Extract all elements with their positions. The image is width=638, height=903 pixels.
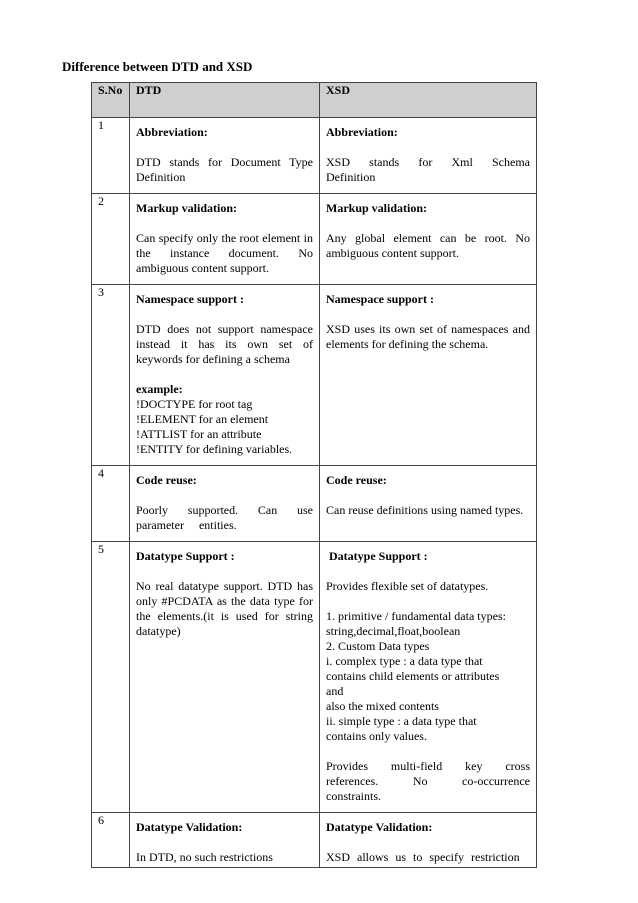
dtd-example-line: !ENTITY for defining variables. bbox=[136, 442, 293, 456]
xsd-heading: Namespace support : bbox=[326, 292, 434, 306]
xsd-list-line: string,decimal,float,boolean bbox=[326, 624, 461, 638]
xsd-cell bbox=[320, 285, 537, 466]
comparison-table bbox=[91, 82, 537, 868]
table-header-row bbox=[92, 83, 537, 118]
xsd-text: Can reuse definitions using named types. bbox=[326, 503, 524, 517]
xsd-text: XSD stands for Xml Schema Definition bbox=[326, 155, 530, 184]
xsd-list-line: ii. simple type : a data type that bbox=[326, 714, 477, 728]
dtd-example-heading: example: bbox=[136, 382, 183, 396]
dtd-heading: Abbreviation: bbox=[136, 125, 208, 139]
dtd-text: No real datatype support. DTD has only #PCDATA as the data type for the elements.(it is used for string datatype) bbox=[136, 579, 313, 638]
xsd-cell bbox=[320, 813, 537, 868]
dtd-heading: Datatype Support : bbox=[136, 549, 235, 563]
dtd-cell bbox=[130, 813, 320, 868]
table-row bbox=[92, 813, 537, 868]
row-number: 5 bbox=[92, 542, 130, 813]
xsd-heading: Abbreviation: bbox=[326, 125, 398, 139]
dtd-text: DTD stands for Document Type Definition bbox=[136, 155, 313, 184]
row-number: 6 bbox=[92, 813, 130, 868]
header-dtd: DTD bbox=[130, 83, 320, 118]
xsd-heading: Code reuse: bbox=[326, 473, 387, 487]
xsd-cell bbox=[320, 118, 537, 194]
table-row bbox=[92, 542, 537, 813]
dtd-cell bbox=[130, 285, 320, 466]
xsd-list-line: 2. Custom Data types bbox=[326, 639, 430, 653]
xsd-text: Provides flexible set of datatypes. bbox=[326, 579, 489, 593]
row-number: 1 bbox=[92, 118, 130, 194]
dtd-text: DTD does not support namespace instead it has its own set of keywords for defining a schema bbox=[136, 322, 313, 366]
xsd-list-line: also the mixed contents bbox=[326, 699, 439, 713]
xsd-cell bbox=[320, 466, 537, 542]
xsd-list-line: contains child elements or attributes bbox=[326, 669, 500, 683]
dtd-text: Can specify only the root element in the instance document. No ambiguous content support. bbox=[136, 231, 313, 275]
dtd-example-line: !ATTLIST for an attribute bbox=[136, 427, 262, 441]
dtd-cell bbox=[130, 118, 320, 194]
row-number: 3 bbox=[92, 285, 130, 466]
xsd-text: XSD allows us to specify restriction bbox=[326, 850, 520, 864]
dtd-example-line: !DOCTYPE for root tag bbox=[136, 397, 253, 411]
xsd-text: Any global element can be root. No ambiguous content support. bbox=[326, 231, 530, 260]
dtd-example-line: !ELEMENT for an element bbox=[136, 412, 269, 426]
xsd-heading: Datatype Support : bbox=[326, 549, 428, 563]
table-row bbox=[92, 194, 537, 285]
table-row bbox=[92, 118, 537, 194]
row-number: 2 bbox=[92, 194, 130, 285]
table-row bbox=[92, 466, 537, 542]
xsd-cell bbox=[320, 194, 537, 285]
table-row bbox=[92, 285, 537, 466]
dtd-text: In DTD, no such restrictions bbox=[136, 850, 273, 864]
xsd-text: Provides multi-field key cross references. No co-occurrence constraints. bbox=[326, 759, 530, 803]
dtd-heading: Markup validation: bbox=[136, 201, 238, 215]
xsd-text: XSD uses its own set of namespaces and elements for defining the schema. bbox=[326, 322, 530, 351]
dtd-heading: Namespace support : bbox=[136, 292, 244, 306]
header-xsd: XSD bbox=[320, 83, 537, 118]
xsd-heading: Datatype Validation: bbox=[326, 820, 433, 834]
xsd-list-line: i. complex type : a data type that bbox=[326, 654, 483, 668]
page-title: Difference between DTD and XSD bbox=[62, 59, 253, 74]
xsd-list-line: contains only values. bbox=[326, 729, 427, 743]
xsd-list-line: 1. primitive / fundamental data types: bbox=[326, 609, 506, 623]
dtd-heading: Code reuse: bbox=[136, 473, 197, 487]
dtd-cell bbox=[130, 194, 320, 285]
dtd-cell bbox=[130, 466, 320, 542]
dtd-heading: Datatype Validation: bbox=[136, 820, 243, 834]
row-number: 4 bbox=[92, 466, 130, 542]
xsd-heading: Markup validation: bbox=[326, 201, 428, 215]
dtd-cell bbox=[130, 542, 320, 813]
header-sno: S.No bbox=[92, 83, 130, 118]
dtd-text: Poorly supported. Can use parameter entities. bbox=[136, 503, 313, 532]
xsd-cell bbox=[320, 542, 537, 813]
xsd-list-line: and bbox=[326, 684, 344, 698]
